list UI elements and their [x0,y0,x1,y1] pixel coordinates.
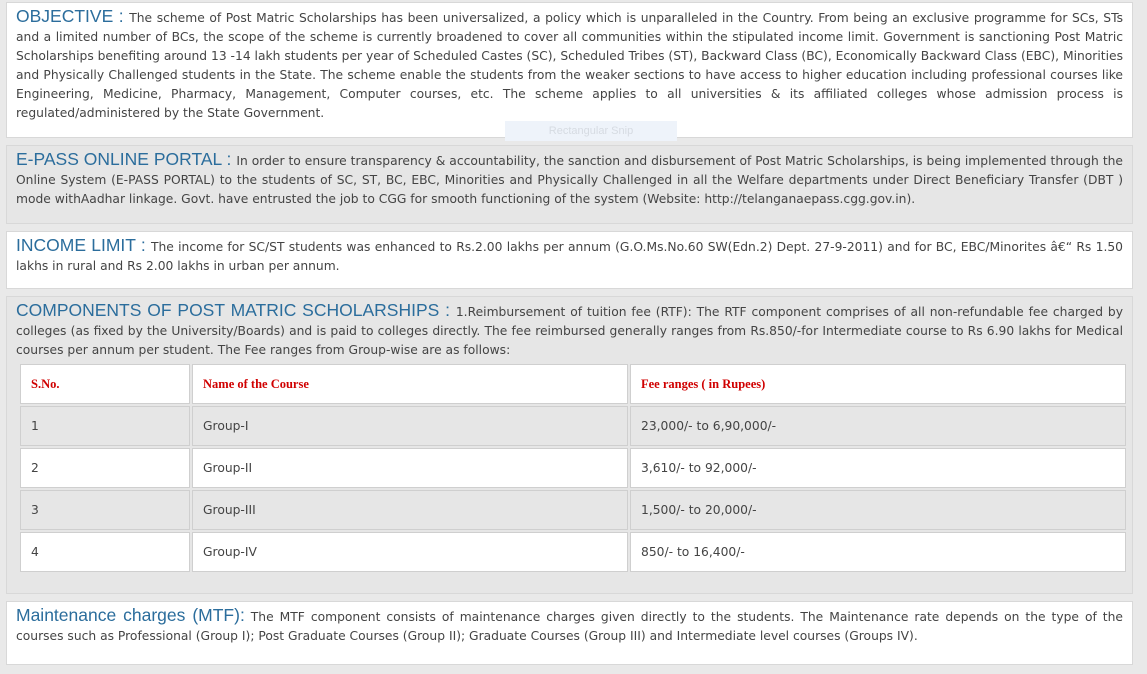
maintenance-heading: Maintenance charges (MTF): [16,605,245,625]
row-fee: 850/- to 16,400/- [630,532,1126,572]
components-section [6,296,1133,594]
table-row [20,532,1126,572]
fee-table-header-row [20,364,1126,404]
objective-text: The scheme of Post Matric Scholarships has been universalized, a policy which is unparalleled in the Country. From being an exclusive programme for SCs, STs and a limited number of BCs, the scope of the scheme is currently broadened to cover all communities within the stipulated income limit. Government is sanctioning Post Matric Scholarships benefiting around 13 -14 lakh students per year of Scheduled Castes (SC), Scheduled Tribes (ST), Backward Class (BC), Economically Backward Class (EBC), Minorities and Physically Challenged students in the State. The scheme enable the students from the weaker sections to have access to higher education including professional courses like Engineering, Medicine, Pharmacy, Management, Computer courses, etc. The scheme applies to all universities & its affiliated colleges whose admission process is regulated/administered by the State Government. [16,11,1123,120]
epass-heading: E-PASS ONLINE PORTAL [16,149,222,169]
table-row [20,448,1126,488]
snip-overlay-label: Rectangular Snip [505,121,677,141]
maintenance-paragraph [16,606,1123,646]
header-fee: Fee ranges ( in Rupees) [630,364,1126,404]
row-sno: 1 [20,406,190,446]
income-text: The income for SC/ST students was enhanced to Rs.2.00 lakhs per annum (G.O.Ms.No.60 SW(Edn.2) Dept. 27-9-2011) and for BC, EBC/Minorites â€“ Rs 1.50 lakhs in rural and Rs 2.00 lakhs in urban per annum. [16,240,1123,273]
row-sno: 3 [20,490,190,530]
epass-section [6,145,1133,224]
fee-table [18,362,1128,574]
header-sno: S.No. [20,364,190,404]
maintenance-section [6,601,1133,665]
row-fee: 3,610/- to 92,000/- [630,448,1126,488]
components-paragraph: COMPONENTS OF POST MATRIC SCHOLARSHIPS : 1.Reimbursement of tuition fee (RTF): The RTF component comprises of all non-refundable fee charged by colleges (as fixed by the University/Boards) and is paid to colleges directly. The fee reimbursed generally ranges from Rs.850/-for Intermediate course to Rs 6.90 lakhs for Medical courses per annum per student. The Fee ranges from Group-wise are as follows: [16,300,1123,357]
table-row [20,490,1126,530]
income-paragraph: INCOME LIMIT : The income for SC/ST students was enhanced to Rs.2.00 lakhs per annum (G.O.Ms.No.60 SW(Edn.2) Dept. 27-9-2011) and for BC, EBC/Minorites â€“ Rs 1.50 lakhs in rural and Rs 2.00 lakhs in urban per annum. [16,235,1123,273]
epass-text: In order to ensure transparency & accountability, the sanction and disbursement of Post Matric Scholarships, is being implemented through the Online System (E-PASS PORTAL) to the students of SC, ST, BC, EBC, Minorities and Physically Challenged in all the Welfare departments under Direct Beneficiary Transfer (DBT ) mode withAadhar linkage. Govt. have entrusted the job to CGG for smooth functioning of the system (Website: http://telanganaepass.cgg.gov.in). [16,154,1123,206]
objective-section [6,2,1133,138]
components-text: 1.Reimbursement of tuition fee (RTF): The RTF component comprises of all non-refundable fee charged by colleges (as fixed by the University/Boards) and is paid to colleges directly. The fee reimbursed generally ranges from Rs.850/-for Intermediate course to Rs 6.90 lakhs for Medical courses per annum per student. The Fee ranges from Group-wise are as follows: [16,305,1123,357]
row-sno: 4 [20,532,190,572]
income-section [6,231,1133,289]
row-fee: 1,500/- to 20,000/- [630,490,1126,530]
row-course: Group-IV [192,532,628,572]
objective-heading: OBJECTIVE [16,6,114,26]
row-course: Group-II [192,448,628,488]
row-fee: 23,000/- to 6,90,000/- [630,406,1126,446]
row-course: Group-III [192,490,628,530]
table-row [20,406,1126,446]
income-heading: INCOME LIMIT [16,235,136,255]
row-course: Group-I [192,406,628,446]
components-heading: COMPONENTS OF POST MATRIC SCHOLARSHIPS [16,300,440,320]
epass-paragraph: E-PASS ONLINE PORTAL : In order to ensure transparency & accountability, the sanction and disbursement of Post Matric Scholarships, is being implemented through the Online System (E-PASS PORTAL) to the students of SC, ST, BC, EBC, Minorities and Physically Challenged in all the Welfare departments under Direct Beneficiary Transfer (DBT ) mode withAadhar linkage. Govt. have entrusted the job to CGG for smooth functioning of the system (Website: http://telanganaepass.cgg.gov.in). [16,149,1123,206]
maintenance-text: The MTF component consists of maintenance charges given directly to the students. The Maintenance rate depends on the type of the courses such as Professional (Group I); Post Graduate Courses (Group II); Graduate Courses (Group III) and Intermediate level courses (Groups IV). [16,610,1123,643]
header-course: Name of the Course [192,364,628,404]
row-sno: 2 [20,448,190,488]
objective-paragraph: OBJECTIVE : The scheme of Post Matric Scholarships has been universalized, a policy which is unparalleled in the Country. From being an exclusive programme for SCs, STs and a limited number of BCs, the scope of the scheme is currently broadened to cover all communities within the stipulated income limit. Government is sanctioning Post Matric Scholarships benefiting around 13 -14 lakh students per year of Scheduled Castes (SC), Scheduled Tribes (ST), Backward Class (BC), Economically Backward Class (EBC), Minorities and Physically Challenged students in the State. The scheme enable the students from the weaker sections to have access to higher education including professional courses like Engineering, Medicine, Pharmacy, Management, Computer courses, etc. The scheme applies to all universities & its affiliated colleges whose admission process is regulated/administered by the State Government. [16,6,1123,120]
